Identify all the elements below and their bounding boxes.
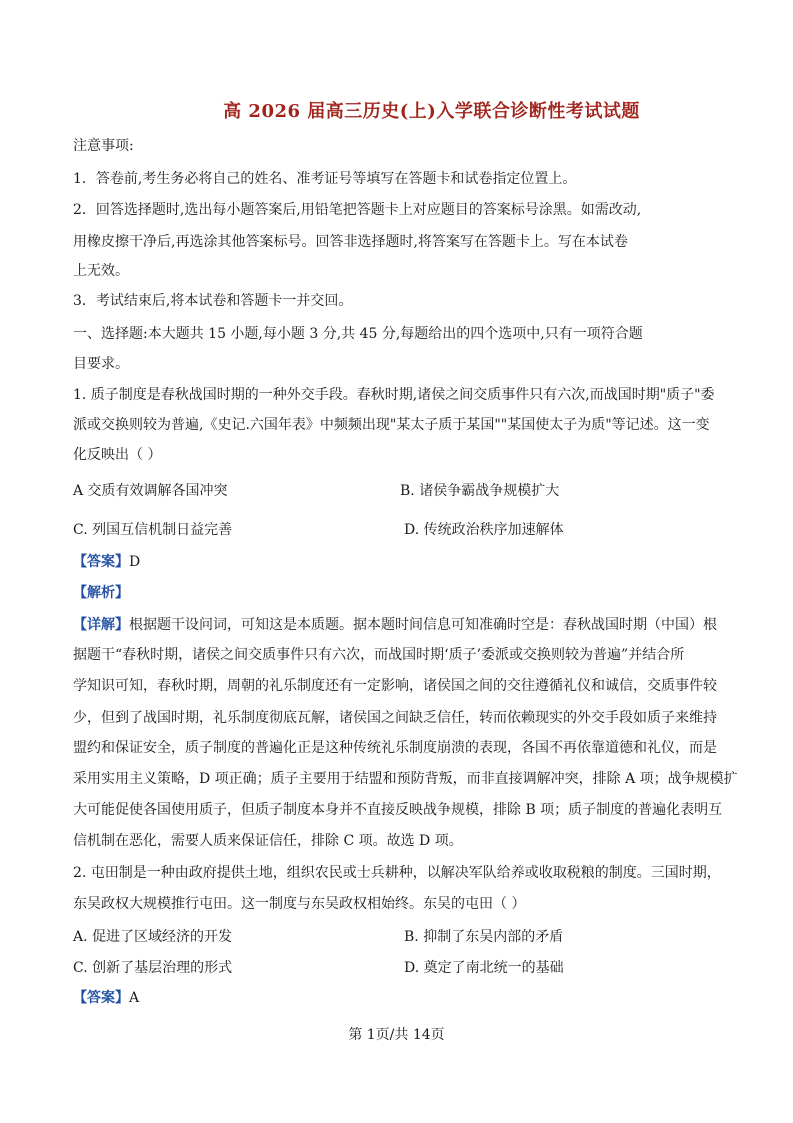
- q1-detail-text-1: 根据题干设问词，可知这是本质题。据本题时间信息可知准确时空是：春秋战国时期（中国）根: [129, 617, 717, 633]
- detail-label: 【详解】: [73, 617, 129, 633]
- q2-option-b: B. 抑制了东吴内部的矛盾: [404, 929, 564, 945]
- q1-detail-line-7: 大可能促使各国使用质子，但质子制度本身并不直接反映战争规模，排除 B 项；质子制度的普遍化表明互: [73, 802, 723, 818]
- q2-option-c: C. 创新了基层治理的形式: [73, 960, 233, 976]
- q1-detail-line-8: 信机制在恶化，需要人质来保证信任，排除 C 项。故选 D 项。: [73, 833, 463, 849]
- q2-option-a: A. 促进了区域经济的开发: [73, 929, 233, 945]
- exam-title: 高 2026 届高三历史(上)入学联合诊断性考试试题: [223, 101, 640, 122]
- q1-option-b: B. 诸侯争霸战争规模扩大: [400, 483, 560, 499]
- section-heading-line-2: 目要求。: [73, 356, 129, 372]
- q1-answer: [73, 553, 140, 571]
- q1-detail-line-3: 学知识可知，春秋时期，周朝的礼乐制度还有一定影响，诸侯国之间的交往遵循礼仪和诚信，交质事件较: [73, 678, 717, 694]
- q2-answer-value: A: [129, 990, 140, 1006]
- section-heading-line-1: 一、选择题:本大题共 15 小题,每小题 3 分,共 45 分,每题给出的四个选项中,只有一项符合题: [73, 326, 643, 342]
- q1-stem-line-2: 派或交换则较为普遍,《史记.六国年表》中频频出现"某太子质于某国""某国使太子为质"等记述。这一变: [73, 417, 710, 433]
- analysis-label: 【解析】: [73, 585, 129, 601]
- q1-analysis-tag: [73, 584, 129, 602]
- q1-answer-tag: 【答案】: [73, 554, 129, 570]
- q1-detail-line-2: 据题干“春秋时期，诸侯之间交质事件只有六次，而战国时期‘质子’委派或交换则较为普遍”并结合所: [73, 647, 685, 663]
- q1-stem-line-3: 化反映出（ ）: [73, 447, 162, 463]
- q2-answer-tag: 【答案】: [73, 990, 129, 1006]
- q1-answer-value: D: [129, 554, 141, 570]
- q1-stem-line-1: 1. 质子制度是春秋战国时期的一种外交手段。春秋时期,诸侯之间交质事件只有六次,而战国时期"质子"委: [73, 387, 715, 403]
- notice-heading: 注意事项:: [73, 138, 134, 154]
- notice-item-3: 3．考试结束后,将本试卷和答题卡一并交回。: [73, 293, 353, 309]
- q1-detail-line-4: 少，但到了战国时期，礼乐制度彻底瓦解，诸侯国之间缺乏信任，转而依赖现实的外交手段如质子来维持: [73, 710, 717, 726]
- q1-detail-line-6: 采用实用主义策略，D 项正确；质子主要用于结盟和预防背叛，而非直接调解冲突，排除 A 项；战争规模扩: [73, 771, 738, 787]
- notice-item-2-line-2: 用橡皮擦干净后,再选涂其他答案标号。回答非选择题时,将答案写在答题卡上。写在本试卷: [73, 234, 628, 250]
- q1-option-a: A 交质有效调解各国冲突: [73, 483, 228, 499]
- q2-stem-line-2: 东吴政权大规模推行屯田。这一制度与东吴政权相始终。东吴的屯田（ ）: [73, 896, 526, 912]
- page-footer: 第 1页/共 14页: [348, 1027, 445, 1043]
- q2-answer: [73, 989, 139, 1007]
- q2-stem-line-1: 2. 屯田制是一种由政府提供土地，组织农民或士兵耕种，以解决军队给养或收取税粮的制度。三国时期，: [73, 865, 721, 881]
- notice-item-2-line-1: 2．回答选择题时,选出每小题答案后,用铅笔把答题卡上对应题目的答案标号涂黑。如需改动,: [73, 202, 642, 218]
- notice-item-1: 1．答卷前,考生务必将自己的姓名、准考证号等填写在答题卡和试卷指定位置上。: [73, 171, 577, 187]
- q1-option-d: D. 传统政治秩序加速解体: [404, 522, 564, 538]
- q1-detail-line-5: 盟约和保证安全，质子制度的普遍化正是这种传统礼乐制度崩溃的表现，各国不再依靠道德和礼仪，而是: [73, 740, 717, 756]
- q1-option-c: C. 列国互信机制日益完善: [73, 522, 233, 538]
- q1-detail-line-1: [73, 616, 717, 634]
- q2-option-d: D. 奠定了南北统一的基础: [404, 960, 564, 976]
- notice-item-2-line-3: 上无效。: [73, 263, 129, 279]
